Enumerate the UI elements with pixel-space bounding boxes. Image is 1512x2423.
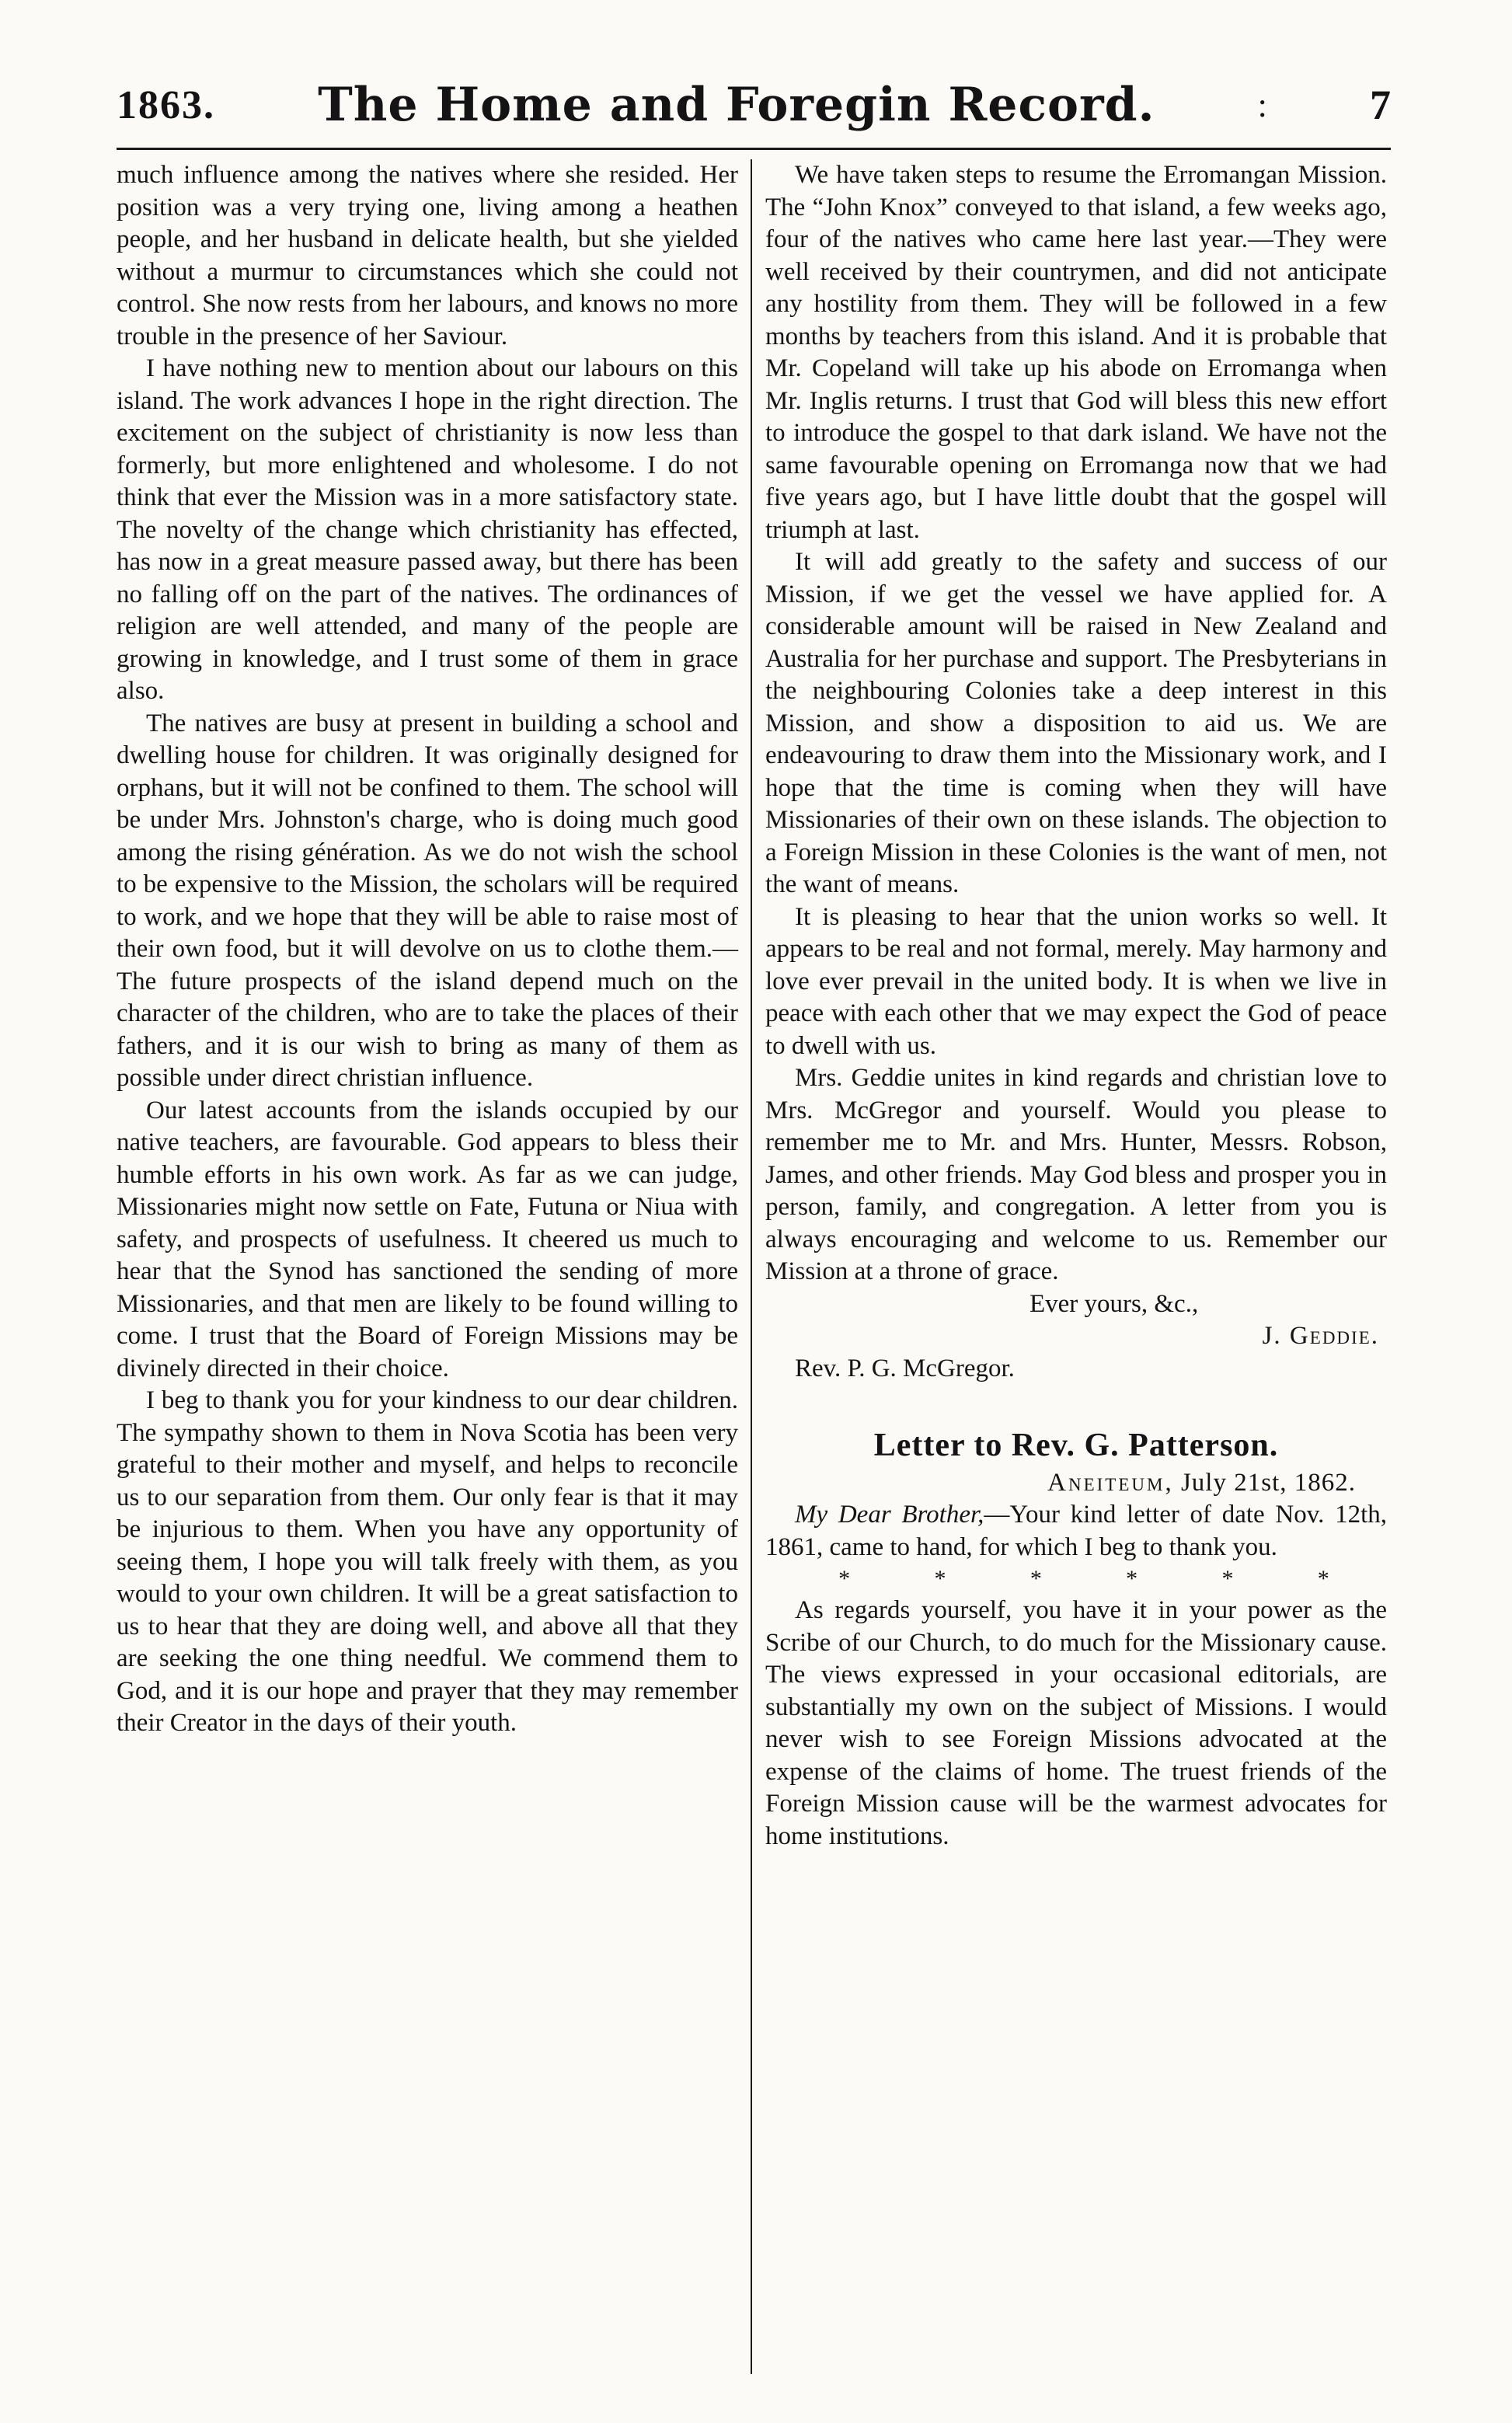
paragraph: The natives are busy at present in building a school and dwelling house for children. It was originally designed for orphans, but it will not be confined to them. The school will be under Mrs. Johnston's charge, who is doing much good among the rising génération. As we do not wish the school to be expensive to the Mission, the scholars will be required to work, and we hope that they will be able to raise most of their own food, but it will devolve on us to clothe them.—The future prospects of the island depend much on the character of the children, who are to take the places of their fathers, and it is our wish to bring as many of them as possible under direct christian influence. [117,709,738,1092]
masthead-title: The Home and Foregin Record. [318,78,1155,132]
paragraph: Mrs. Geddie unites in kind regards and christian love to Mrs. McGregor and yourself. Would you please to remember me to Mr. and Mrs. Hunter, Messrs. Robson, James, and other friends. May God bless and prosper you in person, family, and congregation. A letter from you is always encouraging and welcome to us. Remember our Mission at a throne of grace. [765,1064,1387,1285]
paragraph: Our latest accounts from the islands occupied by our native teachers, are favourable. God appears to bless their humble efforts in his own work. As far as we can judge, Missionaries might now settle on Fate, Futuna or Niua with safety, and prospects of usefulness. It cheered us much to hear that the Synod has sanctioned the sending of more Missionaries, and that men are likely to be found willing to come. I trust that the Board of Foreign Missions may be divinely directed in their choice. [117,1096,738,1382]
star: * [1221,1566,1234,1592]
opening-text: —Your kind letter of date Nov. 12th, 1861, came to hand, for which I beg to thank you. [765,1501,1387,1561]
star: * [1029,1566,1042,1592]
paragraph: I have nothing new to mention about our labours on this island. The work advances I hope in the right direction. The excitement on the subject of christianity is now less than formerly, but more enlightened and wholesome. I do not think that ever the Mission was in a more satisfactory state. The novelty of the change which christianity has effected, has now in a great measure passed away, but there has been no falling off on the part of the natives. The ordinances of religion are well attended, and many of the people are growing in knowledge, and I trust some of them in grace also. [117,354,738,705]
paragraph: much influence among the natives where she resided. Her position was a very trying one, living among a heathen people, and her husband in delicate health, but she yielded without a murmur to circumstances which she could not control. She now rests from her labours, and knows no more trouble in the presence of her Saviour. [117,161,738,350]
page-header [117,70,1391,140]
signature: J. Geddie. [1262,1322,1379,1350]
left-column [117,159,738,1740]
right-column [765,159,1387,1853]
sign-off: Ever yours, &c., [1029,1289,1199,1318]
star: * [934,1566,946,1592]
dateline-date: July 21st, 1862. [1180,1468,1356,1497]
paragraph: We have taken steps to resume the Erromangan Mission. The “John Knox” conveyed to that island, a few weeks ago, four of the natives who came here last year.—They were well received by their countrymen, and did not anticipate any hostility from them. They will be followed in a few months by teachers from this island. And it is probable that Mr. Copeland will take up his abode on Erromanga when Mr. Inglis returns. I trust that God will bless this new effort to introduce the gospel to that dark island. We have not the same favourable opening on Erromanga now that we had five years ago, but I have little doubt that the gospel will triumph at last. [765,161,1387,544]
paragraph: I beg to thank you for your kindness to our dear children. The sympathy shown to them in Nova Scotia has been very grateful to their mother and myself, and helps to reconcile us to our separation from them. Our only fear is that it may be injurious to them. When you have any opportunity of seeing them, I hope you will talk freely with them, as you would to your own children. It will be a great satisfaction to us to hear that they are doing well, and above all that they are seeking the one thing needful. We commend them to God, and it is our hope and prayer that they may remember their Creator in the days of their youth. [117,1386,738,1737]
paragraph: As regards yourself, you have it in your power as the Scribe of our Church, to do much for the Missionary cause. The views expressed in your occasional editorials, are substantially my own on the subject of Missions. I would never wish to see Foreign Missions advocated at the expense of the claims of home. The truest friends of the Foreign Mission cause will be the warmest advocates for home institutions. [765,1596,1387,1850]
paragraph: It will add greatly to the safety and success of our Mission, if we get the vessel we have applied for. A considerable amount will be raised in New Zealand and Australia for her purchase and support. The Presbyterians in the neighbouring Colonies take a deep interest in this Mission, and show a disposition to aid us. We are endeavouring to draw them into the Missionary work, and I hope that the time is coming when they will have Missionaries of their own on these islands. The objection to a Foreign Mission in these Colonies is the want of men, not the want of means. [765,548,1387,898]
header-separator: : [1257,85,1267,124]
column-divider [751,159,752,2374]
asterism [765,1564,1387,1595]
header-year: 1863. [117,82,215,127]
recipient-line: Rev. P. G. McGregor. [795,1354,1015,1382]
header-rule [117,148,1391,150]
paragraph: It is pleasing to hear that the union works so well. It appears to be real and not formal, merely. May harmony and love ever prevail in the united body. It is when we live in peace with each other that we may expect the God of peace to dwell with us. [765,902,1387,1060]
salutation: My Dear Brother, [795,1501,984,1529]
dateline-place: Aneiteum, [1047,1468,1174,1497]
page-number: 7 [1369,82,1391,128]
star: * [1126,1566,1138,1592]
star: * [1317,1566,1329,1592]
letter-opening [765,1499,1387,1564]
letter-heading: Letter to Rev. G. Patterson. [873,1428,1279,1463]
star: * [838,1566,851,1592]
dateline [765,1467,1387,1500]
